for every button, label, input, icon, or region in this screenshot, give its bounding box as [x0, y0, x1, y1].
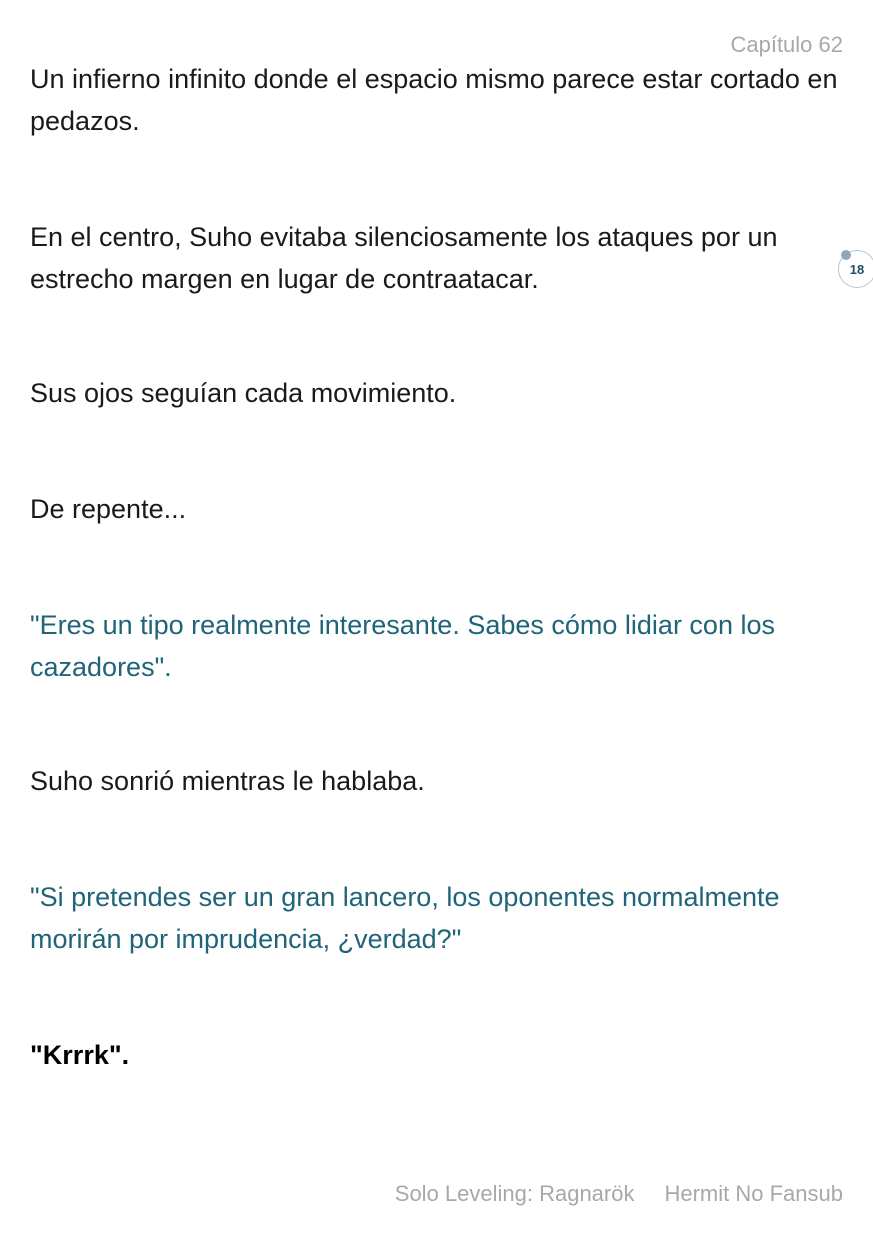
paragraph-sound-effect: "Krrrk". — [30, 1040, 130, 1070]
paragraph-narration: Sus ojos seguían cada movimiento. — [30, 378, 457, 408]
footer — [395, 1181, 843, 1207]
paragraph-dialogue: "Si pretendes ser un gran lancero, los oponentes normalmente morirán por imprudencia, ¿verdad?" — [30, 882, 780, 954]
paragraph-dialogue: "Eres un tipo realmente interesante. Sabes cómo lidiar con los cazadores". — [30, 610, 775, 682]
footer-title: Solo Leveling: Ragnarök — [394, 1181, 635, 1206]
page-number: 18 — [849, 261, 865, 277]
chapter-label: Capítulo 62 — [730, 32, 843, 57]
badge-dot-icon — [841, 250, 851, 260]
paragraph-narration: Suho sonrió mientras le hablaba. — [30, 766, 425, 796]
paragraph-narration: De repente... — [30, 494, 187, 524]
paragraph-narration: En el centro, Suho evitaba silenciosamente los ataques por un estrecho margen en lugar de contraatacar. — [30, 222, 778, 294]
footer-credit: Hermit No Fansub — [664, 1181, 843, 1206]
paragraph-narration: Un infierno infinito donde el espacio mismo parece estar cortado en pedazos. — [30, 64, 838, 136]
